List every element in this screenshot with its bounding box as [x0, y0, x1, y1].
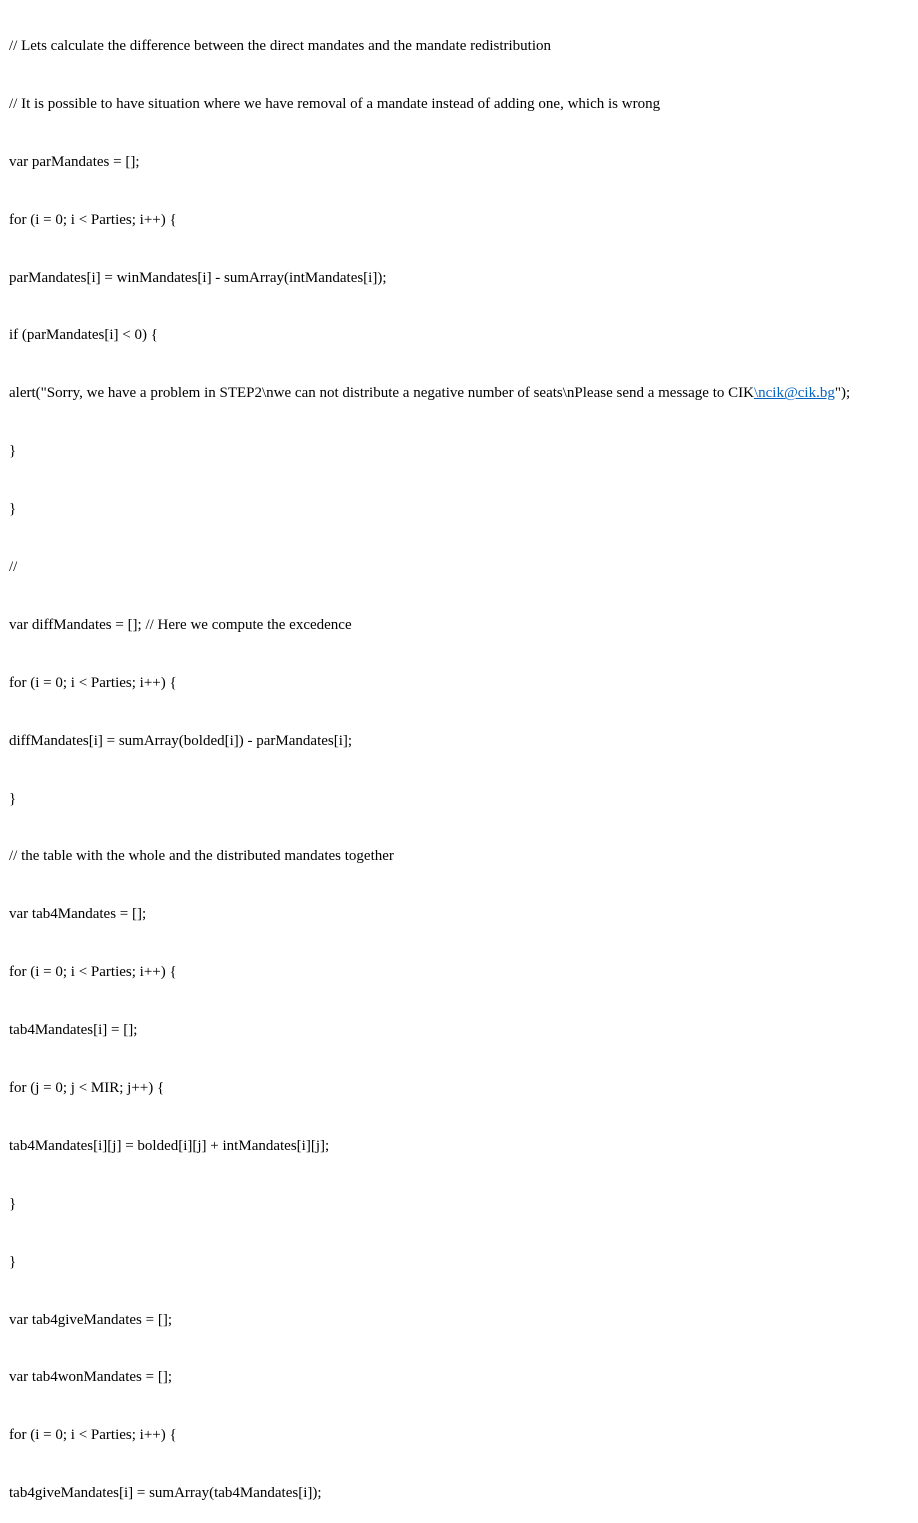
- code-line: var tab4giveMandates = [];: [9, 1311, 172, 1328]
- code-line: for (i = 0; i < Parties; i++) {: [9, 1427, 177, 1444]
- code-line: diffMandates[i] = sumArray(bolded[i]) - parMandates[i];: [9, 732, 353, 749]
- code-line: //: [9, 559, 18, 576]
- code-line: for (i = 0; i < Parties; i++) {: [9, 964, 177, 981]
- alert-text: alert("Sorry, we have a problem in STEP2\nwe can not distribute a negative number of seats\nPlease send a message to CIK: [9, 385, 754, 402]
- email-link[interactable]: \ncik@cik.bg: [753, 385, 835, 402]
- code-line: var tab4Mandates = [];: [9, 906, 147, 923]
- code-line-alert: [9, 382, 914, 406]
- code-line: }: [9, 790, 17, 807]
- code-line: var tab4wonMandates = [];: [9, 1369, 172, 1386]
- alert-text-end: ");: [834, 385, 851, 402]
- code-line: parMandates[i] = winMandates[i] - sumArray(intMandates[i]);: [9, 269, 387, 286]
- code-line: tab4Mandates[i] = [];: [9, 1022, 138, 1039]
- code-line: // It is possible to have situation where we have removal of a mandate instead of adding one, which is wrong: [9, 95, 661, 112]
- code-line: tab4giveMandates[i] = sumArray(tab4Mandates[i]);: [9, 1485, 322, 1502]
- code-line: var diffMandates = []; // Here we compute the excedence: [9, 616, 352, 633]
- code-line: var parMandates = [];: [9, 153, 140, 170]
- code-line: if (parMandates[i] < 0) {: [9, 327, 158, 344]
- code-line: }: [9, 443, 17, 460]
- code-listing: [9, 1, 914, 1523]
- code-line: for (j = 0; j < MIR; j++) {: [9, 1080, 165, 1097]
- code-line: }: [9, 501, 17, 518]
- code-line: for (i = 0; i < Parties; i++) {: [9, 211, 177, 228]
- code-line: // Lets calculate the difference between the direct mandates and the mandate redistribution: [9, 38, 551, 54]
- code-line: tab4Mandates[i][j] = bolded[i][j] + intMandates[i][j];: [9, 1137, 330, 1154]
- code-line: for (i = 0; i < Parties; i++) {: [9, 674, 177, 691]
- code-line: }: [9, 1195, 17, 1212]
- code-line: }: [9, 1253, 17, 1270]
- code-line: // the table with the whole and the distributed mandates together: [9, 848, 394, 865]
